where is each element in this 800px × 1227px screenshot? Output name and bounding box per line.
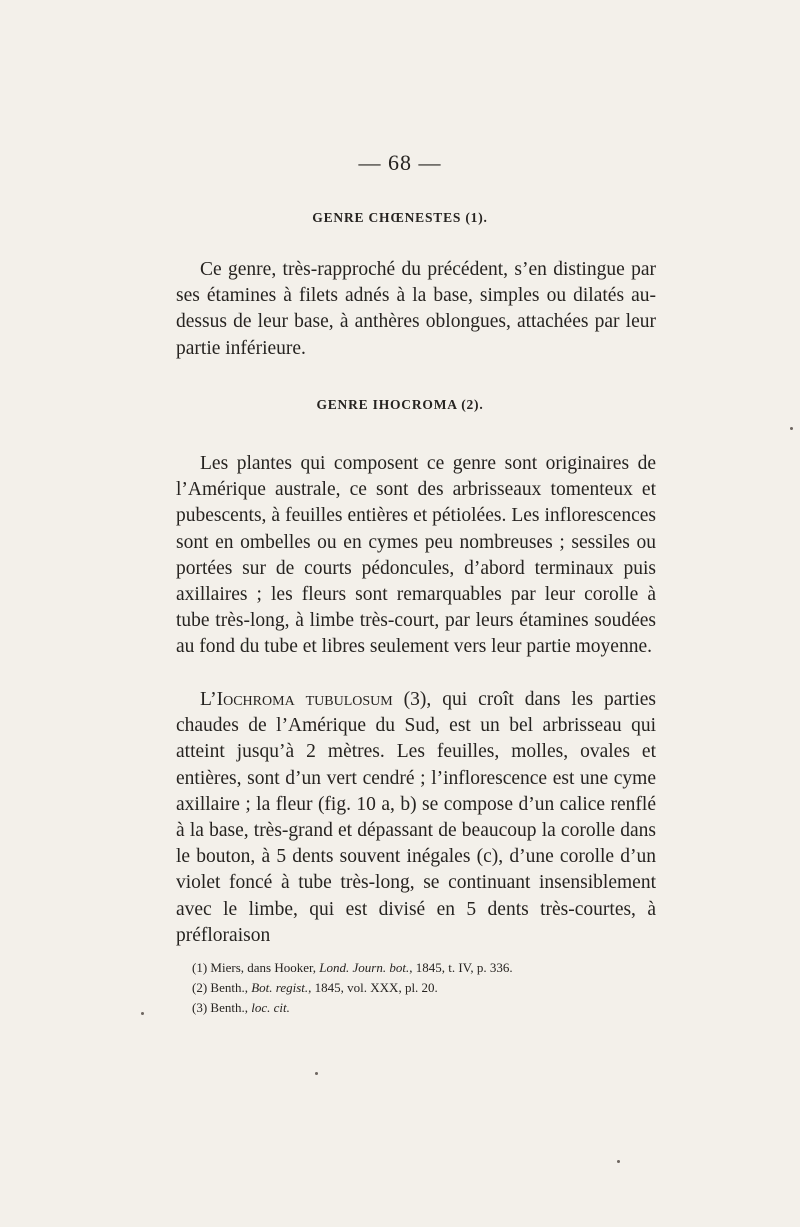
footnote-mark: (1) [192, 960, 208, 975]
section-heading-chaenestes: GENRE CHŒNESTES (1). [312, 210, 488, 225]
paper-speck [315, 1072, 318, 1075]
footnote-mark: (3) [192, 1000, 208, 1015]
paragraph-iochroma: Les plantes qui composent ce genre sont originaires de l’Amérique australe, ce sont des arbrisseaux tomenteux et pubescents, à feuilles entières et pétiolées. Les inflorescences sont en ombelles ou en cymes peu nombreuses ; sessiles ou portées sur de courts pédoncules, d’abord terminaux puis axillaires ; les fleurs sont remarquables par leur corolle à tube très-long, à limbe très-court, par leurs étamines soudées au fond du tube et libres seulement vers leur partie moyenne. [176, 453, 656, 658]
paper-speck [790, 427, 793, 430]
footnote-reference: , 1845, t. IV, p. 336. [409, 960, 513, 975]
footnotes [192, 958, 652, 1018]
footnote-work: Bot. regist. [251, 980, 309, 995]
footnote-work: Lond. Journ. bot. [319, 960, 410, 975]
paper-speck [141, 1012, 144, 1015]
section-heading-iochroma: GENRE IHOCROMA (2). [316, 397, 484, 412]
footnote-work: loc. cit. [251, 1000, 290, 1015]
paper-speck [617, 1160, 620, 1163]
footnote-2 [192, 978, 652, 998]
paragraph-chaenestes: Ce genre, très-rapproché du précédent, s’en distingue par ses étamines à filets adnés à la base, simples ou dilatés au-dessus de leur base, à anthères oblongues, attachées par leur partie inférieure. [176, 259, 656, 359]
footnote-author: Miers, dans Hooker, [207, 960, 320, 975]
footnote-3 [192, 998, 652, 1018]
footnote-author: Benth., [207, 980, 252, 995]
paragraph-iochroma-tubulosum [176, 687, 656, 949]
footnote-mark: (2) [192, 980, 208, 995]
footnote-reference: , 1845, vol. XXX, pl. 20. [308, 980, 438, 995]
footnote-author: Benth., [207, 1000, 252, 1015]
species-name: L’Iochroma tubulosum [200, 689, 393, 710]
species-description: (3), qui croît dans les parties chaudes de l’Amérique du Sud, est un bel arbrisseau qui atteint jusqu’à 2 mètres. Les feuilles, molles, ovales et entières, sont d’un vert cendré ; l’inflorescence est une cyme axillaire ; la fleur (fig. 10 a, b) se compose d’un calice renflé à la base, très-grand et dépassant de beaucoup la corolle dans le bouton, à 5 dents souvent inégales (c), d’une corolle d’un violet foncé à tube très-long, se continuant insensiblement avec le limbe, qui est divisé en 5 dents très-courtes, à préfloraison [176, 689, 656, 946]
footnote-1 [192, 958, 652, 978]
page-number: — 68 — [358, 150, 442, 175]
